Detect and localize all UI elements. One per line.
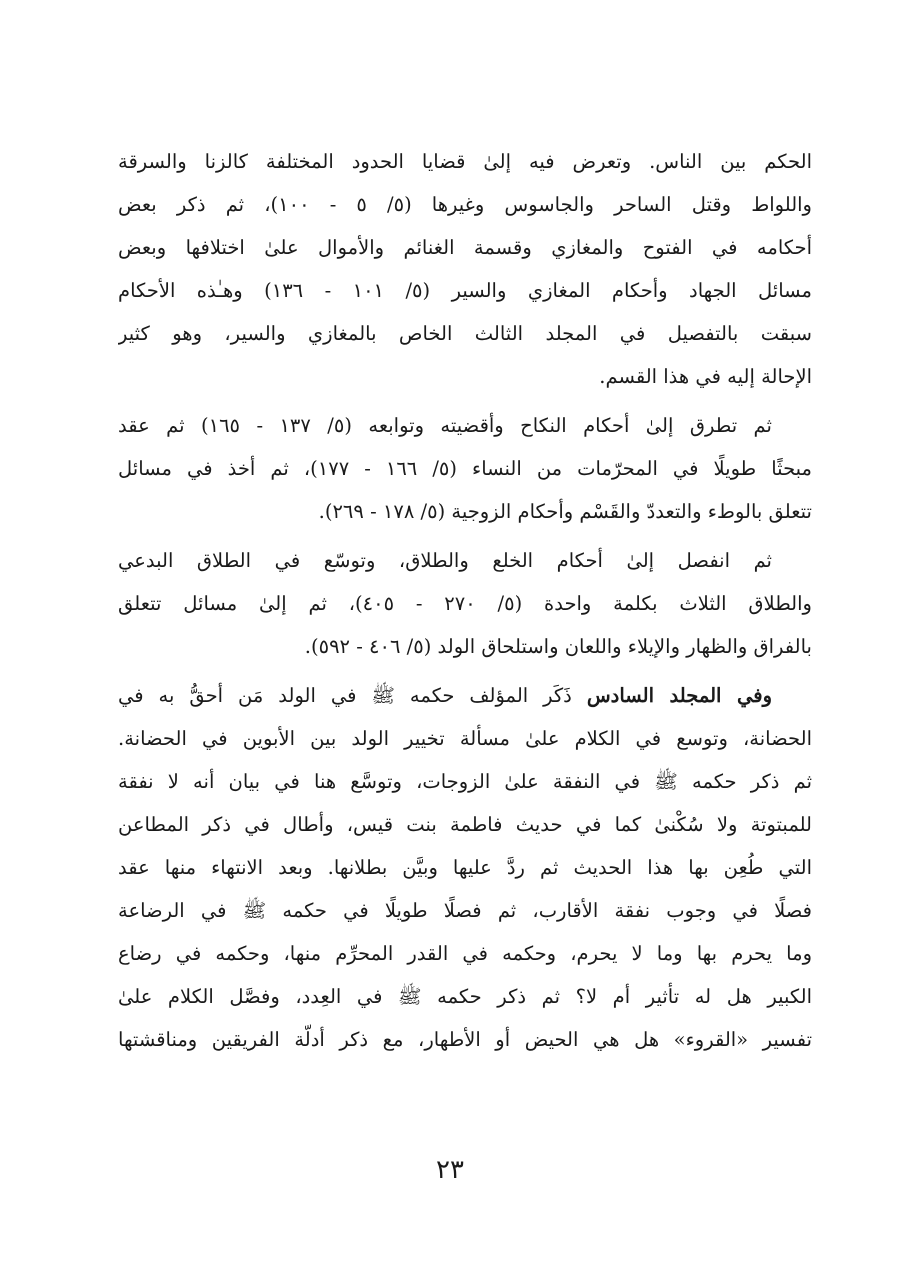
text-line: الحضانة، وتوسع في الكلام علىٰ مسألة تخيير الولد بين الأبوين في الحضانة. [118,727,812,750]
text-line: ثم تطرق إلىٰ أحكام النكاح وأقضيته وتوابعه (٥/ ١٣٧ - ١٦٥) ثم عقد [118,414,772,437]
paragraph-2 [118,404,812,533]
text-line: للمبتوتة ولا سُكْنىٰ كما في حديث فاطمة بنت قيس، وأطال في ذكر المطاعن [118,813,812,836]
text-line: ثم انفصل إلىٰ أحكام الخلع والطلاق، وتوسّع في الطلاق البدعي [118,549,772,572]
text-line: وما يحرم بها وما لا يحرم، وحكمه في القدر المحرِّم منها، وحكمه في رضاع [118,942,812,965]
text-line: أحكامه في الفتوح والمغازي وقسمة الغنائم والأموال علىٰ اختلافها وبعض [118,236,812,259]
text-line: مبحثًا طويلًا في المحرّمات من النساء (٥/ ١٦٦ - ١٧٧)، ثم أخذ في مسائل [118,457,812,480]
text-line: التي طُعِن بها هذا الحديث ثم ردَّ عليها وبيَّن بطلانها. وبعد الانتهاء منها عقد [118,856,812,879]
volume-heading: وفي المجلد السادس [586,684,772,707]
text-line [118,674,812,717]
text-line: الإحالة إليه في هذا القسم. [599,365,812,388]
page-body [118,140,812,1067]
text-line: والطلاق الثلاث بكلمة واحدة (٥/ ٢٧٠ - ٤٠٥)، ثم إلىٰ مسائل تتعلق [118,592,812,615]
text-line: واللواط وقتل الساحر والجاسوس وغيرها (٥/ ٥ - ١٠٠)، ثم ذكر بعض [118,193,812,216]
paragraph-3 [118,539,812,668]
text-line: مسائل الجهاد وأحكام المغازي والسير (٥/ ١٠١ - ١٣٦) وهـٰذه الأحكام [118,279,812,302]
text-line: فصلًا في وجوب نفقة الأقارب، ثم فصلًا طويلًا في حكمه ﷺ في الرضاعة [118,899,812,922]
text-line: ثم ذكر حكمه ﷺ في النفقة علىٰ الزوجات، وتوسَّع هنا في بيان أنه لا نفقة [118,770,812,793]
paragraph-1 [118,140,812,398]
text-segment: ذَكَر المؤلف حكمه ﷺ في الولد مَن أحقُّ به في [118,684,587,707]
text-line: سبقت بالتفصيل في المجلد الثالث الخاص بالمغازي والسير، وهو كثير [118,322,812,345]
text-line: بالفراق والظهار والإيلاء واللعان واستلحاق الولد (٥/ ٤٠٦ - ٥٩٢). [304,635,812,658]
text-line: الحكم بين الناس. وتعرض فيه إلىٰ قضايا الحدود المختلفة كالزنا والسرقة [118,150,812,173]
paragraph-4 [118,674,812,1061]
text-line: تتعلق بالوطء والتعددّ والقَسْم وأحكام الزوجية (٥/ ١٧٨ - ٢٦٩). [318,500,812,523]
text-line: تفسير «القروء» هل هي الحيض أو الأطهار، مع ذكر أدلّة الفريقين ومناقشتها [118,1028,812,1051]
page-number: ٢٣ [436,1155,464,1185]
text-line: الكبير هل له تأثير أم لا؟ ثم ذكر حكمه ﷺ في العِدد، وفصَّل الكلام علىٰ [118,985,812,1008]
